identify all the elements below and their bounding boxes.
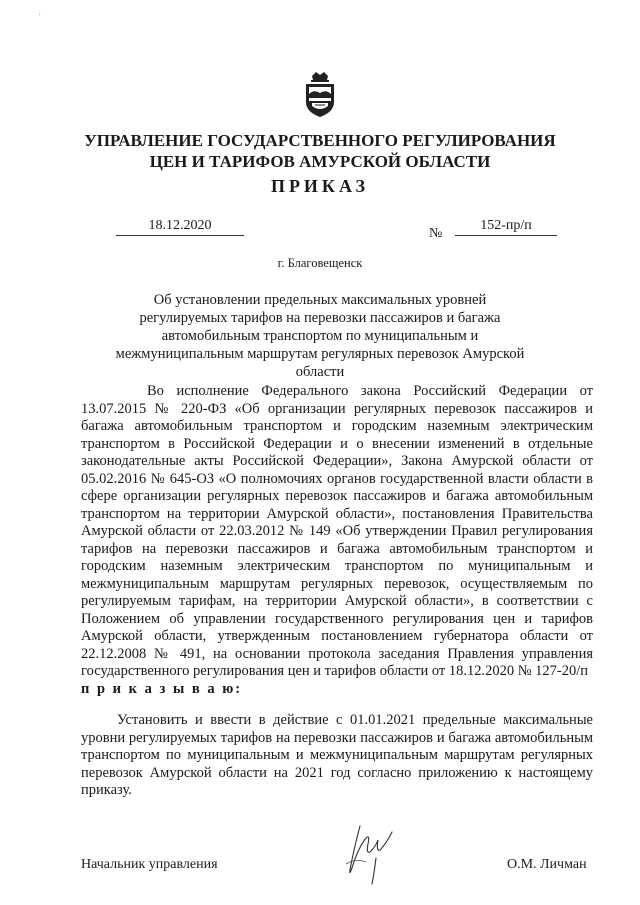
number-label: № (429, 226, 443, 241)
handwritten-signature (332, 818, 402, 888)
decision-paragraph: Установить и ввести в действие с 01.01.2021 предельные максимальные уровни регулируемых тарифов на перевозки пассажиров и багажа автомобильным транспортом по муниципальным и межмуниципальным маршрутам регулярных перевозок Амурской области на 2021 год согласно приложению к настоящему приказу. (81, 712, 593, 798)
order-body (81, 383, 593, 800)
order-date: 18.12.2020 (116, 218, 244, 236)
signatory-position: Начальник управления (81, 857, 218, 872)
city-name: г. Благовещенск (277, 256, 363, 270)
decree-word: п р и к а з ы в а ю: (81, 680, 243, 697)
organization-name-line1: УПРАВЛЕНИЕ ГОСУДАРСТВЕННОГО РЕГУЛИРОВАНИЯ (84, 131, 556, 150)
order-subject: Об установлении предельных максимальных уровней регулируемых тарифов на перевозки пассажиров и багажа автомобильным транспортом по муниципальным и межмуниципальным маршрутам регулярных перевозок Амурской области (115, 292, 525, 380)
coat-of-arms-icon (303, 72, 337, 118)
document-type-title: ПРИКАЗ (270, 176, 370, 196)
scan-corner-mark: ' (39, 12, 41, 21)
preamble-paragraph: Во исполнение Федерального закона Российский Федерации от 13.07.2015 № 220-ФЗ «Об организации регулярных перевозок пассажиров и багажа автомобильным транспортом и городским наземным электрическим транспортом в Российской Федерации и о внесении изменений в отдельные законодательные акты Российской Федерации», Закона Амурской области от 05.02.2016 № 645-ОЗ «О полномочиях органов государственной власти области в сфере организации регулярных перевозок пассажиров и багажа автомобильным транспортом на территории Амурской области», постановления Правительства Амурской области от 22.03.2012 № 149 «Об утверждении Правил регулирования тарифов на перевозки пассажиров и багажа автомобильным транспортом и городским наземным электрическим транспортом по муниципальным и межмуниципальным маршрутам регулярных перевозок, осуществляемым по регулируемым тарифам, на территории Амурской области», в соответствии с Положением об управлении государственного регулирования цен и тарифов Амурской области, утвержденным постановлением губернатора области от 22.12.2008 № 491, на основании протокола заседания Правления управления государственного регулирования цен и тарифов области от 18.12.2020 № 127-20/п (81, 383, 593, 679)
order-number: 152-пр/п (455, 218, 557, 236)
organization-name-line2: ЦЕН И ТАРИФОВ АМУРСКОЙ ОБЛАСТИ (149, 152, 491, 171)
signatory-name: О.М. Личман (507, 857, 587, 872)
